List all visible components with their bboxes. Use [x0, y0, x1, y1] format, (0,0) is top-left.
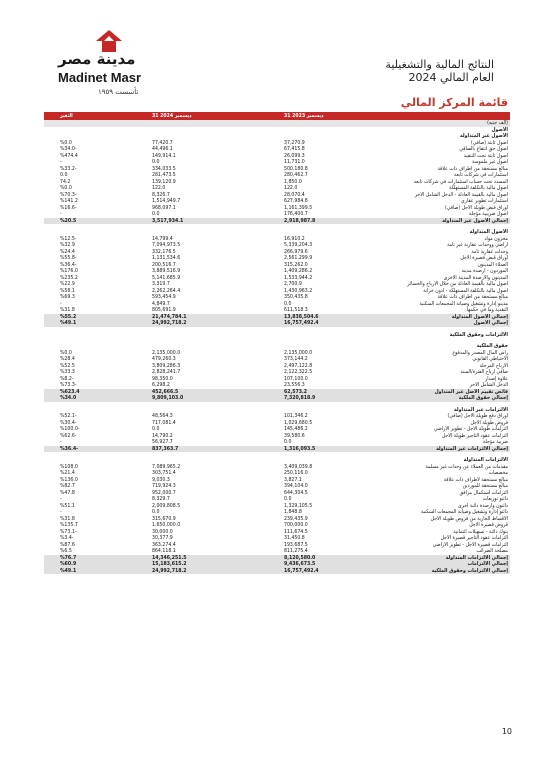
- value-2023-cell: 1,316,093.5: [262, 446, 394, 453]
- value-2023-cell: 101,346.2: [284, 413, 308, 419]
- label-cell: أصول غير ملموسة: [471, 159, 508, 165]
- value-2024-cell: 0.0: [152, 211, 160, 217]
- label-cell: مخصصات: [488, 470, 508, 476]
- label-cell: فائض تقييم الأصل غير المتداول: [394, 389, 510, 396]
- table-header-row: [44, 112, 510, 120]
- value-2023-cell: 67,415.8: [284, 146, 305, 152]
- header-change: التغير: [44, 112, 130, 120]
- label-cell: التزامات طويلة الأجل - تطوير الأراضي: [433, 426, 508, 432]
- value-2023-cell: 315,262.0: [284, 261, 308, 268]
- value-2023-cell: 1,850.0: [284, 178, 302, 185]
- label-cell: مبالغ مستحقة للموردين: [462, 483, 508, 489]
- value-2023-cell: 107,100.0: [284, 375, 308, 382]
- change-cell: %34.0-: [60, 146, 77, 152]
- label-cell: الموردون - أرصدة مدينة: [461, 268, 508, 274]
- value-2024-cell: 1,650,000.0: [152, 522, 181, 528]
- value-2024-cell: 334,033.5: [152, 165, 176, 172]
- change-cell: %47.8: [60, 489, 75, 496]
- value-2024-cell: 452,666.5: [130, 389, 262, 396]
- value-2024-cell: 3,889,516.9: [152, 268, 181, 274]
- label-cell: المسدد تحت حساب استثمارات في شركات تابعة: [413, 178, 508, 185]
- value-2024-cell: 717,081.4: [152, 419, 176, 426]
- value-2023-cell: 250,116.0: [284, 470, 308, 476]
- value-2024-cell: 837,363.7: [130, 446, 262, 453]
- label-cell: مخزون مواد: [484, 235, 508, 242]
- value-2024-cell: 2,009,808.5: [152, 502, 181, 509]
- value-2024-cell: 2,828,241.7: [152, 369, 181, 375]
- value-2024-cell: 9,030.3: [152, 476, 170, 483]
- label-cell: دائنون وأرصدة دائنة أخرى: [457, 502, 508, 509]
- value-2024-cell: 303,751.4: [152, 470, 176, 476]
- value-2023-cell: 9,436,673.5: [262, 561, 394, 568]
- change-cell: %33.3: [60, 369, 75, 375]
- label-cell: إجمالي حقوق الملكية: [394, 395, 510, 402]
- change-cell: %3.4-: [60, 535, 74, 541]
- label-cell: التزامات عقود التأجير طويلة الأجل: [441, 432, 508, 439]
- label-cell: الأصول: [491, 126, 508, 133]
- value-2023-cell: 16,910.2: [284, 235, 305, 242]
- label-cell: أصول مالية بالتكلفة المستهلكة - أذون خزانة: [423, 287, 508, 294]
- value-2024-cell: 719,924.3: [152, 483, 176, 489]
- change-cell: %6.5: [60, 548, 72, 554]
- label-cell: مقدمات من العملاء عن وحدات غير مسلمة: [425, 463, 508, 470]
- value-2023-cell: 1,029,680.5: [284, 419, 313, 426]
- value-2024-cell: 332,176.5: [152, 248, 176, 255]
- value-2023-cell: 2,135,000.0: [284, 349, 313, 356]
- value-2023-cell: 500,180.8: [284, 165, 308, 172]
- label-cell: وحدات عقارية تامة: [471, 248, 508, 255]
- change-cell: %20.5: [44, 218, 130, 225]
- change-cell: %474.4: [60, 152, 78, 159]
- label-cell: العملاء المدينون: [477, 261, 508, 268]
- balance-sheet-table: [44, 112, 510, 574]
- value-2023-cell: 62,573.2: [262, 389, 394, 396]
- change-cell: %30.4-: [60, 419, 77, 426]
- value-2023-cell: 5,339,204.3: [284, 242, 313, 248]
- label-cell: إجمالي الأصول: [394, 320, 510, 327]
- value-2024-cell: 864,118.1: [152, 548, 176, 554]
- change-cell: %34.0: [44, 395, 130, 402]
- label-cell: التزامات قصيرة الأجل - تطوير الأراضي: [432, 541, 508, 548]
- value-2023-cell: 1,848.8: [284, 509, 302, 515]
- value-2023-cell: 700,000.0: [284, 522, 308, 528]
- value-2024-cell: 6,298.2: [152, 382, 170, 388]
- change-cell: %49.1: [44, 568, 130, 575]
- header-2023: 31 ديسمبر 2023: [262, 112, 394, 120]
- value-2024-cell: 0.0: [152, 426, 160, 432]
- change-cell: %73.3-: [60, 382, 77, 388]
- value-2023-cell: 239,435.9: [284, 515, 308, 522]
- value-2024-cell: 122.0: [152, 185, 166, 191]
- value-2024-cell: 7,094,973.5: [152, 242, 181, 248]
- label-cell: دائنو توزيعات: [482, 496, 508, 502]
- label-cell: صافي أرباح الفترة/السنة: [460, 369, 508, 375]
- value-2023-cell: 11,731.0: [284, 159, 305, 165]
- change-cell: %623.4: [44, 389, 130, 396]
- label-cell: قروض قصيرة الأجل: [469, 522, 508, 528]
- value-2023-cell: 2,918,987.8: [262, 218, 394, 225]
- total-row: [44, 568, 510, 575]
- value-2023-cell: 176,400.7: [284, 211, 308, 217]
- change-cell: -: [60, 439, 62, 445]
- label-cell: أصول ضريبية مؤجلة: [468, 211, 508, 217]
- value-2023-cell: 627,984.8: [284, 198, 308, 204]
- value-2024-cell: 5,141,685.9: [152, 274, 181, 281]
- value-2023-cell: 373,144.2: [284, 356, 308, 362]
- value-2023-cell: 31,450.8: [284, 535, 305, 541]
- change-cell: %16.6-: [60, 204, 77, 211]
- value-2023-cell: 0.0: [284, 300, 292, 307]
- label-cell: أوراق قبض قصيرة الأجل: [460, 255, 508, 261]
- label-cell: أراضي ووحدات عقارية غير تامة: [447, 242, 508, 248]
- label-cell: الأصول المتداولة: [469, 229, 508, 235]
- value-2024-cell: 4,849.7: [152, 300, 170, 307]
- value-2024-cell: 593,454.9: [152, 294, 176, 300]
- value-2024-cell: 30,377.9: [152, 535, 173, 541]
- label-cell: استثمارات في شركات تابعة: [454, 172, 508, 178]
- label-cell: إجمالي الالتزامات غير المتداولة: [394, 446, 510, 453]
- value-2023-cell: 7,320,818.9: [262, 395, 394, 402]
- page-title: [385, 58, 494, 84]
- value-2023-cell: 13,838,504.6: [262, 314, 394, 321]
- value-2023-cell: 2,497,122.8: [284, 362, 313, 369]
- value-2024-cell: 7,089,965.2: [152, 463, 181, 470]
- value-2023-cell: 122.0: [284, 185, 298, 191]
- label-cell: أصول مالية بالقيمة العادلة من خلال الأرباح والخسائر: [407, 281, 508, 287]
- change-cell: %136.0: [60, 476, 78, 483]
- value-2024-cell: 952,000.7: [152, 489, 176, 496]
- value-2024-cell: 363,274.4: [152, 541, 176, 548]
- value-2023-cell: 3,827.1: [284, 476, 302, 483]
- label-cell: علاوة إصدار: [484, 375, 508, 382]
- change-cell: %36.4-: [44, 446, 130, 453]
- value-2023-cell: 0.0: [284, 439, 292, 445]
- value-2023-cell: 1,329,105.5: [284, 502, 313, 509]
- label-cell: إجمالي الالتزامات وحقوق الملكية: [394, 568, 510, 575]
- change-cell: %21.4: [60, 470, 75, 476]
- value-2023-cell: 1,409,286.2: [284, 268, 313, 274]
- value-2023-cell: 1,430,963.2: [284, 287, 313, 294]
- change-cell: %24.4: [60, 248, 75, 255]
- change-cell: %52.1-: [60, 413, 77, 419]
- change-cell: %87.6: [60, 541, 75, 548]
- change-cell: %51.1: [60, 502, 75, 509]
- value-2023-cell: 2,700.9: [284, 281, 302, 287]
- page-number: 10: [501, 727, 512, 736]
- change-cell: %176.0: [60, 268, 78, 274]
- value-2024-cell: 14,346,251.5: [130, 555, 262, 562]
- label-cell: مبالغ مستحقة من أطراف ذات علاقة: [437, 165, 508, 172]
- label-cell: الاحتياطي القانوني: [472, 356, 508, 362]
- value-2023-cell: 111,674.5: [284, 528, 308, 535]
- value-2024-cell: 3,809,286.3: [152, 362, 181, 369]
- value-2023-cell: 2,122,322.5: [284, 369, 313, 375]
- label-cell: الأرباح المرحلة: [479, 362, 508, 369]
- label-cell: الأصول غير المتداولة: [460, 133, 508, 139]
- value-2024-cell: 21,474,784.1: [130, 314, 262, 321]
- change-cell: %28.4: [60, 356, 75, 362]
- label-cell: الأقساط الجارية من قروض طويلة الأجل: [430, 515, 508, 522]
- label-cell: أصول مالية بالتكلفة المستهلكة: [448, 185, 508, 191]
- value-2023-cell: 611,518.3: [284, 307, 308, 313]
- value-2024-cell: 14,799.4: [152, 235, 173, 242]
- value-2023-cell: 1,533,944.2: [284, 274, 313, 281]
- label-cell: أوراق دفع طويلة الأجل (صافي): [447, 413, 508, 419]
- change-cell: %235.2: [60, 274, 78, 281]
- change-cell: -: [60, 159, 62, 165]
- change-cell: 0.0: [60, 172, 68, 178]
- label-cell: أصول ثابتة تحت التنفيذ: [463, 152, 508, 159]
- change-cell: %82.7: [60, 483, 75, 489]
- label-cell: التزامات عقود التأجير قصيرة الأجل: [440, 535, 508, 541]
- label-cell: الالتزامات وحقوق الملكية: [449, 331, 508, 338]
- value-2023-cell: 37,270.9: [284, 139, 305, 146]
- change-cell: -: [60, 211, 62, 217]
- change-cell: %12.5-: [60, 235, 77, 242]
- change-cell: %70.3-: [60, 191, 77, 198]
- label-cell: دائنو إدارة وتشغيل وصيانة المجمعات السكنية: [420, 509, 508, 515]
- label-cell: استثمارات تطوير عقاري: [461, 198, 508, 204]
- change-cell: %52.5: [60, 362, 75, 369]
- change-cell: -: [60, 496, 62, 502]
- value-2023-cell: 280,462.7: [284, 172, 308, 178]
- label-cell: الدخل الشامل الآخر: [469, 382, 508, 388]
- label-cell: الالتزامات المتداولة: [463, 457, 508, 463]
- value-2023-cell: 394,104.0: [284, 483, 308, 489]
- label-cell: مبالغ مستحقة من أطراف ذات علاقة: [437, 294, 508, 300]
- value-2024-cell: 0.0: [152, 159, 160, 165]
- value-2023-cell: 266,979.6: [284, 248, 308, 255]
- value-2024-cell: 968,097.1: [152, 204, 176, 211]
- change-cell: %8.2-: [60, 375, 74, 382]
- value-2024-cell: 479,260.3: [152, 356, 176, 362]
- title-line-1: النتائج المالية والتشغيلية: [385, 58, 494, 71]
- value-2023-cell: 350,435.8: [284, 294, 308, 300]
- value-2023-cell: 16,757,492.4: [262, 568, 394, 575]
- value-2024-cell: 805,691.9: [152, 307, 176, 313]
- change-cell: %69.3: [60, 294, 75, 300]
- change-cell: %60.9: [44, 561, 130, 568]
- value-2024-cell: 1,131,534.6: [152, 255, 181, 261]
- value-2024-cell: 3,319.7: [152, 281, 170, 287]
- value-2023-cell: 26,099.3: [284, 152, 305, 159]
- label-cell: أوراق قبض طويلة الأجل (صافي): [444, 204, 508, 211]
- value-2023-cell: 811,275.4: [284, 548, 308, 554]
- label-cell: إجمالي الأصول المتداولة: [394, 314, 510, 321]
- value-2024-cell: 149,914.1: [152, 152, 176, 159]
- section-title: قائمة المركز المالي: [400, 96, 508, 109]
- change-cell: %31.8: [60, 515, 75, 522]
- change-cell: %32.9: [60, 242, 75, 248]
- label-cell: مدينو إدارة وتشغيل وصيانة المجمعات السكنية: [419, 300, 508, 307]
- label-cell: مبالغ مستحقة لأطراف ذات علاقة: [443, 476, 508, 483]
- value-2024-cell: 281,473.5: [152, 172, 176, 178]
- change-cell: %108.0: [60, 463, 78, 470]
- value-2023-cell: 23,556.3: [284, 382, 305, 388]
- value-2024-cell: 200,516.7: [152, 261, 176, 268]
- change-cell: -: [60, 300, 62, 307]
- label-cell: بنوك دائنة - تسهيلات ائتمانية: [453, 528, 508, 535]
- value-2024-cell: 77,420.7: [152, 139, 173, 146]
- label-cell: أصول مالية بالقيمة العادلة - الدخل الشامل الآخر: [414, 191, 508, 198]
- label-cell: حقوق الملكية: [476, 343, 508, 349]
- value-2023-cell: 2,561,299.9: [284, 255, 313, 261]
- change-cell: %33.2-: [60, 165, 77, 172]
- value-2023-cell: 0.0: [284, 496, 292, 502]
- value-2024-cell: 56,927.7: [152, 439, 173, 445]
- header-label: [394, 112, 510, 120]
- label-cell: ضريبة مؤجلة: [482, 439, 508, 445]
- value-2023-cell: 3,409,039.8: [284, 463, 313, 470]
- change-cell: %55.8-: [60, 255, 77, 261]
- value-2023-cell: 1,161,399.5: [284, 204, 313, 211]
- change-cell: %73.1-: [60, 528, 77, 535]
- value-2024-cell: 315,670.9: [152, 515, 176, 522]
- label-cell: إجمالي الأصول غير المتداولة: [394, 218, 510, 225]
- unit-label: (ألف جنيه): [394, 120, 510, 127]
- label-cell: مصلحة الضرائب: [476, 548, 508, 554]
- value-2024-cell: 98,350.0: [152, 375, 173, 382]
- value-2023-cell: 145,486.2: [284, 426, 308, 432]
- change-cell: %0.0: [60, 349, 72, 356]
- change-cell: %100.0-: [60, 426, 80, 432]
- value-2024-cell: 24,992,718.2: [130, 568, 262, 575]
- logo-arabic-text: مدينة مصر: [58, 50, 136, 68]
- value-2024-cell: 3,517,934.1: [130, 218, 262, 225]
- label-cell: الالتزامات غير المتداولة: [454, 406, 508, 413]
- value-2024-cell: 14,790.2: [152, 432, 173, 439]
- value-2024-cell: 24,992,718.2: [130, 320, 262, 327]
- logo-english-text: Madinet Masr: [58, 70, 142, 85]
- value-2023-cell: 28,070.4: [284, 191, 305, 198]
- change-cell: -: [60, 509, 62, 515]
- value-2024-cell: 30,000.0: [152, 528, 173, 535]
- change-cell: %62.6-: [60, 432, 77, 439]
- value-2023-cell: 644,304.5: [284, 489, 308, 496]
- value-2024-cell: 15,183,615.2: [130, 561, 262, 568]
- value-2024-cell: 139,120.9: [152, 178, 176, 185]
- change-cell: %55.2: [44, 314, 130, 321]
- change-cell: %76.7: [44, 555, 130, 562]
- value-2023-cell: 193,687.5: [284, 541, 308, 548]
- change-cell: %0.0: [60, 139, 72, 146]
- label-cell: قروض طويلة الأجل: [470, 419, 508, 426]
- value-2023-cell: 8,120,580.0: [262, 555, 394, 562]
- change-cell: %141.2: [60, 198, 78, 204]
- change-cell: %31.8: [60, 307, 75, 313]
- value-2024-cell: 1,514,949.7: [152, 198, 181, 204]
- change-cell: %135.7: [60, 522, 78, 528]
- logo-mark-icon: [96, 30, 122, 52]
- value-2024-cell: 8,326.7: [152, 191, 170, 198]
- change-cell: %49.1: [44, 320, 130, 327]
- label-cell: النقدية وما في حكمها: [466, 307, 508, 313]
- value-2024-cell: 44,496.1: [152, 146, 173, 152]
- value-2024-cell: 8,329.7: [152, 496, 170, 502]
- value-2024-cell: 2,135,000.0: [152, 349, 181, 356]
- change-cell: %0.0: [60, 185, 72, 191]
- label-cell: أصول حق انتفاع بالصافي: [459, 146, 508, 152]
- label-cell: إجمالي الالتزامات: [394, 561, 510, 568]
- value-2024-cell: 48,564.3: [152, 413, 173, 419]
- label-cell: أصول ثابتة (صافي): [470, 139, 508, 146]
- value-2024-cell: 0.0: [152, 509, 160, 515]
- value-2024-cell: 2,262,264.4: [152, 287, 181, 294]
- value-2023-cell: 39,580.6: [284, 432, 305, 439]
- header-2024: 31 ديسمبر 2024: [130, 112, 262, 120]
- change-cell: %36.4-: [60, 261, 77, 268]
- change-cell: %22.9: [60, 281, 75, 287]
- value-2024-cell: 9,809,103.0: [130, 395, 262, 402]
- title-line-2: العام المالي 2024: [408, 71, 494, 84]
- label-cell: المدينون والأرصدة المدينة الأخرى: [443, 274, 508, 281]
- label-cell: إجمالي الالتزامات المتداولة: [394, 555, 510, 562]
- change-cell: 74.2: [60, 178, 71, 185]
- logo-established-text: تأسست ١٩٥٩: [98, 88, 139, 96]
- label-cell: التزامات استكمال مرافق: [459, 489, 508, 496]
- label-cell: رأس المال المصدر والمدفوع: [452, 349, 508, 356]
- change-cell: %58.1: [60, 287, 75, 294]
- value-2023-cell: 16,757,492.4: [262, 320, 394, 327]
